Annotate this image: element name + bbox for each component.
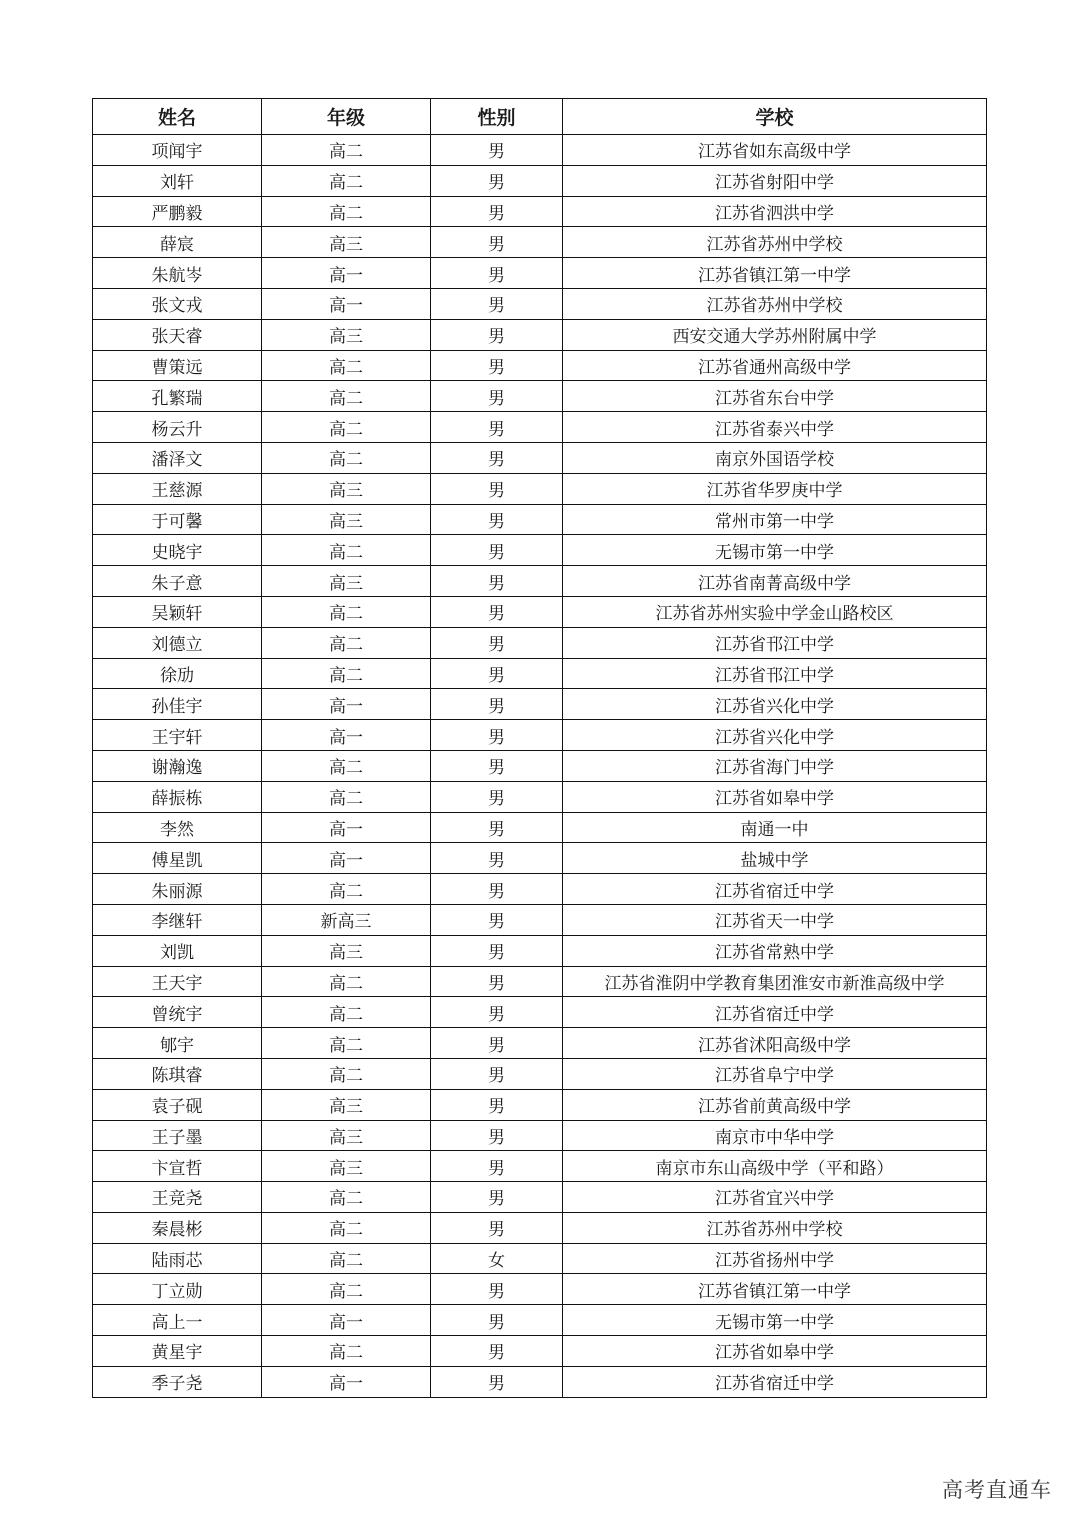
cell-grade: 高一 — [262, 288, 431, 319]
cell-school: 南京市东山高级中学（平和路） — [563, 1151, 987, 1182]
cell-school: 西安交通大学苏州附属中学 — [563, 319, 987, 350]
table-row — [93, 781, 987, 812]
cell-name: 王天宇 — [93, 966, 262, 997]
cell-grade: 高二 — [262, 1274, 431, 1305]
cell-name: 刘德立 — [93, 627, 262, 658]
header-gender: 性别 — [431, 99, 563, 135]
cell-grade: 高二 — [262, 596, 431, 627]
cell-gender: 男 — [431, 258, 563, 289]
cell-name: 张天睿 — [93, 319, 262, 350]
cell-gender: 男 — [431, 473, 563, 504]
cell-name: 王宇轩 — [93, 720, 262, 751]
table-row — [93, 1212, 987, 1243]
table-row — [93, 381, 987, 412]
cell-gender: 男 — [431, 1120, 563, 1151]
cell-grade: 高二 — [262, 350, 431, 381]
cell-school: 江苏省沭阳高级中学 — [563, 1028, 987, 1059]
cell-gender: 男 — [431, 504, 563, 535]
table-row — [93, 350, 987, 381]
table-row — [93, 966, 987, 997]
cell-school: 江苏省宿迁中学 — [563, 997, 987, 1028]
cell-grade: 高一 — [262, 258, 431, 289]
cell-gender: 男 — [431, 720, 563, 751]
cell-grade: 高二 — [262, 165, 431, 196]
cell-grade: 高二 — [262, 1243, 431, 1274]
table-row — [93, 1274, 987, 1305]
cell-grade: 高三 — [262, 935, 431, 966]
cell-school: 江苏省邗江中学 — [563, 658, 987, 689]
cell-gender: 男 — [431, 165, 563, 196]
cell-grade: 高一 — [262, 689, 431, 720]
table-body — [93, 135, 987, 1398]
table-row — [93, 1182, 987, 1213]
table-row — [93, 412, 987, 443]
cell-name: 朱丽源 — [93, 874, 262, 905]
cell-grade: 高二 — [262, 1336, 431, 1367]
cell-name: 李然 — [93, 812, 262, 843]
cell-gender: 男 — [431, 1058, 563, 1089]
cell-school: 南京市中华中学 — [563, 1120, 987, 1151]
cell-school: 江苏省兴化中学 — [563, 720, 987, 751]
table-row — [93, 658, 987, 689]
cell-gender: 男 — [431, 935, 563, 966]
student-roster-table — [92, 98, 987, 1398]
cell-gender: 男 — [431, 196, 563, 227]
table-row — [93, 258, 987, 289]
cell-gender: 男 — [431, 442, 563, 473]
table-row — [93, 227, 987, 258]
cell-gender: 男 — [431, 350, 563, 381]
cell-school: 盐城中学 — [563, 843, 987, 874]
cell-grade: 高三 — [262, 473, 431, 504]
cell-school: 江苏省苏州中学校 — [563, 1212, 987, 1243]
cell-gender: 男 — [431, 381, 563, 412]
cell-gender: 男 — [431, 1089, 563, 1120]
cell-school: 江苏省邗江中学 — [563, 627, 987, 658]
watermark-text: 高考直通车 — [942, 1478, 1052, 1502]
cell-name: 季子尧 — [93, 1366, 262, 1397]
cell-school: 江苏省海门中学 — [563, 750, 987, 781]
cell-school: 江苏省泗洪中学 — [563, 196, 987, 227]
cell-school: 江苏省如东高级中学 — [563, 135, 987, 166]
cell-name: 刘凯 — [93, 935, 262, 966]
cell-name: 徐劢 — [93, 658, 262, 689]
table-row — [93, 904, 987, 935]
cell-grade: 高二 — [262, 1182, 431, 1213]
cell-grade: 高一 — [262, 812, 431, 843]
cell-grade: 高二 — [262, 442, 431, 473]
header-grade: 年级 — [262, 99, 431, 135]
cell-school: 江苏省射阳中学 — [563, 165, 987, 196]
cell-grade: 高一 — [262, 1305, 431, 1336]
cell-gender: 男 — [431, 1305, 563, 1336]
table-row — [93, 1151, 987, 1182]
table-row — [93, 504, 987, 535]
cell-school: 常州市第一中学 — [563, 504, 987, 535]
table-row — [93, 1089, 987, 1120]
cell-school: 江苏省镇江第一中学 — [563, 258, 987, 289]
cell-grade: 高一 — [262, 1366, 431, 1397]
cell-gender: 男 — [431, 566, 563, 597]
cell-school: 江苏省苏州实验中学金山路校区 — [563, 596, 987, 627]
cell-name: 于可馨 — [93, 504, 262, 535]
cell-gender: 男 — [431, 1028, 563, 1059]
cell-name: 朱子意 — [93, 566, 262, 597]
table-row — [93, 874, 987, 905]
table-row — [93, 689, 987, 720]
cell-school: 江苏省前黄高级中学 — [563, 1089, 987, 1120]
cell-name: 秦晨彬 — [93, 1212, 262, 1243]
cell-grade: 高三 — [262, 504, 431, 535]
cell-grade: 新高三 — [262, 904, 431, 935]
cell-name: 朱航岑 — [93, 258, 262, 289]
cell-name: 王子墨 — [93, 1120, 262, 1151]
cell-grade: 高二 — [262, 750, 431, 781]
cell-school: 江苏省苏州中学校 — [563, 288, 987, 319]
cell-grade: 高二 — [262, 412, 431, 443]
table-row — [93, 1366, 987, 1397]
cell-name: 史晓宇 — [93, 535, 262, 566]
cell-gender: 男 — [431, 1182, 563, 1213]
cell-grade: 高一 — [262, 720, 431, 751]
table-row — [93, 165, 987, 196]
table-row — [93, 1028, 987, 1059]
cell-gender: 男 — [431, 689, 563, 720]
cell-grade: 高二 — [262, 1058, 431, 1089]
cell-name: 高上一 — [93, 1305, 262, 1336]
cell-name: 王慈源 — [93, 473, 262, 504]
table-header-row — [93, 99, 987, 135]
cell-grade: 高二 — [262, 781, 431, 812]
cell-gender: 男 — [431, 658, 563, 689]
cell-name: 袁子砚 — [93, 1089, 262, 1120]
table-row — [93, 1058, 987, 1089]
cell-name: 傅星凯 — [93, 843, 262, 874]
cell-gender: 男 — [431, 412, 563, 443]
cell-gender: 男 — [431, 812, 563, 843]
cell-school: 江苏省常熟中学 — [563, 935, 987, 966]
cell-school: 无锡市第一中学 — [563, 535, 987, 566]
cell-grade: 高三 — [262, 319, 431, 350]
cell-name: 陈琪睿 — [93, 1058, 262, 1089]
cell-grade: 高二 — [262, 874, 431, 905]
cell-name: 谢瀚逸 — [93, 750, 262, 781]
cell-name: 丁立勋 — [93, 1274, 262, 1305]
cell-grade: 高三 — [262, 1120, 431, 1151]
table-row — [93, 1243, 987, 1274]
cell-gender: 男 — [431, 135, 563, 166]
cell-gender: 女 — [431, 1243, 563, 1274]
cell-grade: 高三 — [262, 227, 431, 258]
cell-name: 薛振栋 — [93, 781, 262, 812]
table-row — [93, 935, 987, 966]
cell-school: 江苏省苏州中学校 — [563, 227, 987, 258]
cell-gender: 男 — [431, 596, 563, 627]
cell-name: 卞宣哲 — [93, 1151, 262, 1182]
cell-name: 孔繁瑞 — [93, 381, 262, 412]
table-row — [93, 1336, 987, 1367]
cell-grade: 高二 — [262, 658, 431, 689]
cell-grade: 高二 — [262, 966, 431, 997]
table-row — [93, 135, 987, 166]
cell-school: 无锡市第一中学 — [563, 1305, 987, 1336]
cell-grade: 高二 — [262, 1028, 431, 1059]
table-row — [93, 997, 987, 1028]
cell-gender: 男 — [431, 1151, 563, 1182]
cell-gender: 男 — [431, 1366, 563, 1397]
table-row — [93, 627, 987, 658]
cell-school: 江苏省镇江第一中学 — [563, 1274, 987, 1305]
cell-gender: 男 — [431, 1212, 563, 1243]
cell-gender: 男 — [431, 750, 563, 781]
header-school: 学校 — [563, 99, 987, 135]
cell-school: 江苏省宿迁中学 — [563, 1366, 987, 1397]
cell-gender: 男 — [431, 319, 563, 350]
cell-school: 江苏省如皋中学 — [563, 781, 987, 812]
cell-name: 黄星宇 — [93, 1336, 262, 1367]
table-row — [93, 1305, 987, 1336]
cell-name: 潘泽文 — [93, 442, 262, 473]
cell-grade: 高二 — [262, 381, 431, 412]
cell-name: 严鹏毅 — [93, 196, 262, 227]
cell-name: 郇宇 — [93, 1028, 262, 1059]
cell-gender: 男 — [431, 627, 563, 658]
cell-grade: 高一 — [262, 843, 431, 874]
cell-name: 张文戎 — [93, 288, 262, 319]
table-row — [93, 442, 987, 473]
cell-school: 江苏省兴化中学 — [563, 689, 987, 720]
cell-name: 杨云升 — [93, 412, 262, 443]
cell-school: 江苏省华罗庚中学 — [563, 473, 987, 504]
cell-school: 江苏省天一中学 — [563, 904, 987, 935]
cell-name: 李继轩 — [93, 904, 262, 935]
table-row — [93, 473, 987, 504]
cell-grade: 高三 — [262, 566, 431, 597]
cell-grade: 高三 — [262, 1089, 431, 1120]
cell-name: 曾统宇 — [93, 997, 262, 1028]
cell-gender: 男 — [431, 997, 563, 1028]
cell-gender: 男 — [431, 227, 563, 258]
cell-name: 薛宸 — [93, 227, 262, 258]
cell-gender: 男 — [431, 1336, 563, 1367]
cell-gender: 男 — [431, 904, 563, 935]
cell-school: 江苏省如皋中学 — [563, 1336, 987, 1367]
table-row — [93, 1120, 987, 1151]
table-row — [93, 843, 987, 874]
table-row — [93, 319, 987, 350]
cell-name: 孙佳宇 — [93, 689, 262, 720]
cell-school: 南京外国语学校 — [563, 442, 987, 473]
cell-school: 江苏省东台中学 — [563, 381, 987, 412]
cell-school: 江苏省南菁高级中学 — [563, 566, 987, 597]
cell-grade: 高二 — [262, 196, 431, 227]
cell-gender: 男 — [431, 288, 563, 319]
cell-school: 江苏省宜兴中学 — [563, 1182, 987, 1213]
cell-gender: 男 — [431, 781, 563, 812]
cell-name: 陆雨芯 — [93, 1243, 262, 1274]
cell-grade: 高三 — [262, 1151, 431, 1182]
cell-school: 江苏省淮阴中学教育集团淮安市新淮高级中学 — [563, 966, 987, 997]
table-row — [93, 196, 987, 227]
cell-school: 江苏省宿迁中学 — [563, 874, 987, 905]
cell-school: 江苏省阜宁中学 — [563, 1058, 987, 1089]
cell-grade: 高二 — [262, 627, 431, 658]
cell-name: 王竞尧 — [93, 1182, 262, 1213]
table-row — [93, 720, 987, 751]
cell-school: 江苏省通州高级中学 — [563, 350, 987, 381]
table-row — [93, 535, 987, 566]
table-row — [93, 288, 987, 319]
table-row — [93, 812, 987, 843]
cell-gender: 男 — [431, 535, 563, 566]
cell-grade: 高二 — [262, 135, 431, 166]
cell-name: 吴颖轩 — [93, 596, 262, 627]
table-row — [93, 566, 987, 597]
cell-school: 江苏省扬州中学 — [563, 1243, 987, 1274]
cell-name: 刘轩 — [93, 165, 262, 196]
cell-gender: 男 — [431, 843, 563, 874]
cell-gender: 男 — [431, 966, 563, 997]
cell-school: 江苏省泰兴中学 — [563, 412, 987, 443]
table-row — [93, 596, 987, 627]
header-name: 姓名 — [93, 99, 262, 135]
cell-grade: 高二 — [262, 1212, 431, 1243]
cell-name: 项闻宇 — [93, 135, 262, 166]
cell-name: 曹策远 — [93, 350, 262, 381]
table-row — [93, 750, 987, 781]
cell-gender: 男 — [431, 874, 563, 905]
cell-gender: 男 — [431, 1274, 563, 1305]
cell-school: 南通一中 — [563, 812, 987, 843]
cell-grade: 高二 — [262, 535, 431, 566]
cell-grade: 高二 — [262, 997, 431, 1028]
